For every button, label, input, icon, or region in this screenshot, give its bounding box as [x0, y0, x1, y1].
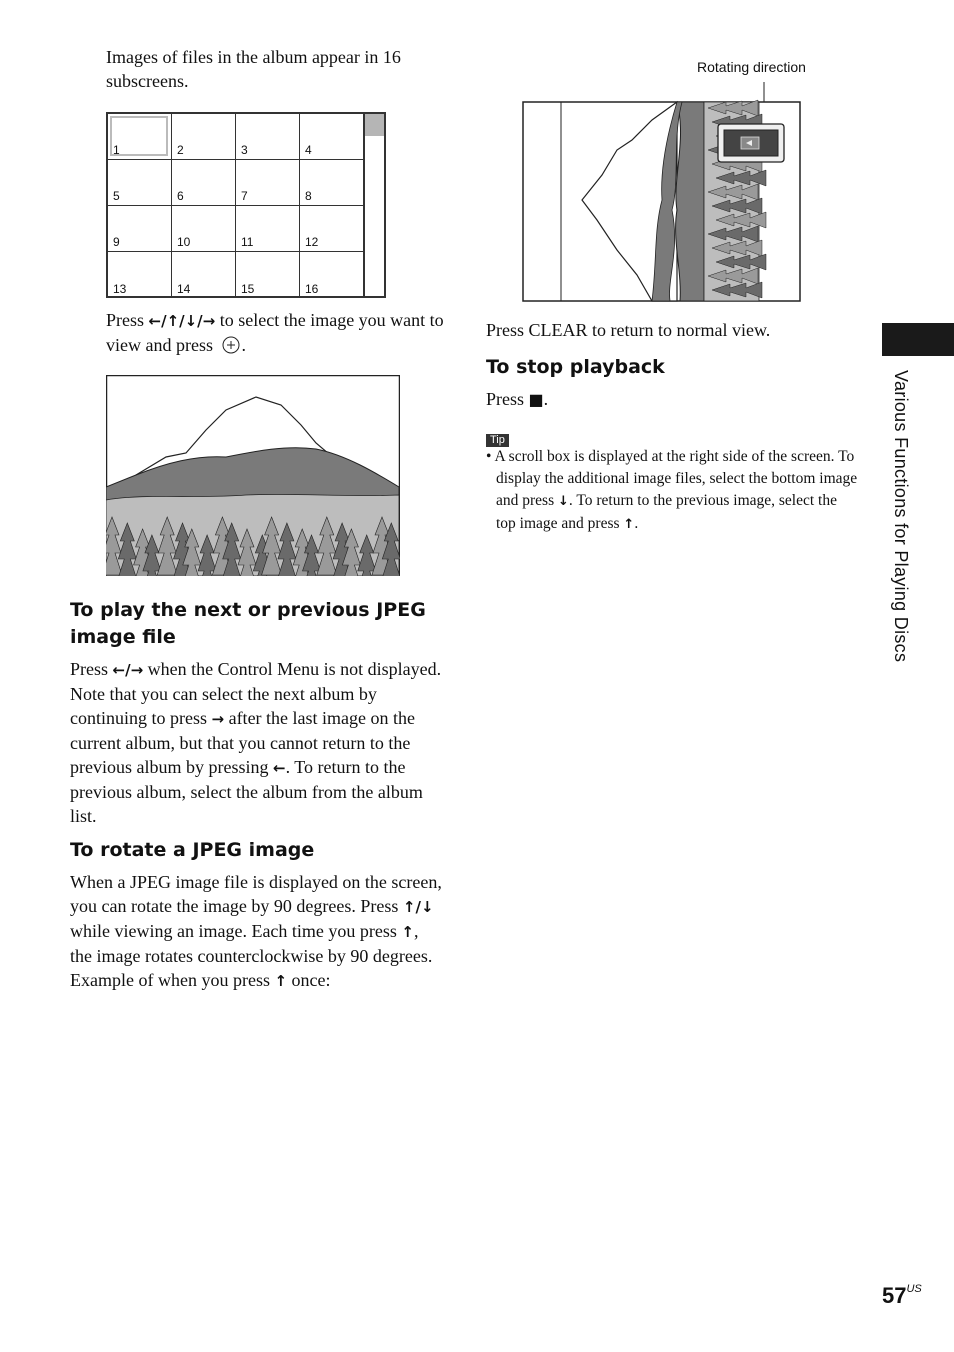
select-rest-text: to select the image you want to view and press	[106, 310, 444, 355]
subscreen-cell[interactable]	[236, 114, 300, 160]
subscreen-number: 10	[177, 235, 191, 249]
subscreen-cell[interactable]	[108, 114, 172, 160]
subscreen-cell[interactable]	[300, 206, 364, 252]
subscreen-cell[interactable]	[300, 252, 364, 298]
subscreen-number: 9	[113, 235, 120, 249]
right-arrow-icon: →	[211, 710, 225, 728]
arrow-keys-icon: ←/↑/↓/→	[148, 312, 216, 330]
subscreen-number: 5	[113, 189, 120, 203]
sidebar-tab	[882, 323, 954, 356]
np-text-3: after the last image on the current album, but that you cannot return to the previous album by pressing	[70, 708, 416, 777]
np-text-4: . To return to the previous album, select the album from the album list.	[70, 757, 423, 826]
subscreen-cell[interactable]	[300, 160, 364, 206]
subscreen-number: 7	[241, 189, 248, 203]
subscreen-number: 8	[305, 189, 312, 203]
select-end: .	[241, 335, 246, 355]
intro-text: Images of files in the album appear in 16 subscreens.	[106, 47, 401, 91]
up-arrow-icon: ↑	[274, 972, 288, 990]
stop-instruction	[486, 387, 846, 412]
next-previous-paragraph	[70, 657, 442, 828]
up-arrow-icon: ↑	[401, 923, 414, 941]
up-arrow-icon: ↑	[623, 517, 635, 532]
thumbnail-grid	[106, 112, 386, 298]
rot-text-2: while viewing an image. Each time you press	[70, 921, 397, 941]
subscreen-cell[interactable]	[108, 252, 172, 298]
subscreen-number: 11	[241, 235, 254, 249]
down-arrow-icon: ↓	[558, 494, 569, 509]
stop-square-icon: ■	[528, 390, 544, 409]
np-text-2: when the Control Menu is not displayed. Note that you can select the next album by continuing to press	[70, 659, 442, 728]
subscreen-number: 2	[177, 143, 184, 157]
page-number-value: 57	[882, 1283, 907, 1308]
np-text-1: Press	[70, 659, 109, 679]
rotated-image	[522, 80, 804, 304]
select-instruction	[106, 308, 446, 357]
tip-badge-text: Tip	[486, 434, 509, 447]
subscreen-cell[interactable]	[236, 160, 300, 206]
subscreen-cell[interactable]	[236, 206, 300, 252]
rotate-paragraph	[70, 870, 442, 993]
heading-next-previous: To play the next or previous JPEG image file	[70, 599, 426, 648]
subscreen-number: 12	[305, 235, 319, 249]
stop-end: .	[543, 389, 549, 409]
heading-stop-playback: To stop playback	[486, 356, 665, 378]
select-press-text: Press	[106, 310, 145, 330]
subscreen-cell[interactable]	[108, 160, 172, 206]
subscreen-cell[interactable]	[172, 160, 236, 206]
rot-text-4: Example of when you press	[70, 970, 270, 990]
page-number-suffix: US	[906, 1283, 922, 1295]
subscreen-cell[interactable]	[172, 206, 236, 252]
rotating-direction-label: Rotating direction	[697, 59, 806, 75]
subscreen-number: 15	[241, 282, 255, 296]
tip-text-1: • A scroll box is displayed at the right side of the screen. To display the additional image files, select the bottom image and press	[486, 448, 858, 509]
clear-instruction: Press CLEAR to return to normal view.	[486, 320, 771, 340]
landscape-image	[106, 375, 400, 576]
subscreen-number: 3	[241, 143, 248, 157]
selection-cursor	[110, 116, 168, 156]
subscreen-cell[interactable]	[108, 206, 172, 252]
subscreen-cell[interactable]	[172, 114, 236, 160]
subscreen-cell[interactable]	[300, 114, 364, 160]
left-arrow-icon: ←	[272, 759, 286, 777]
subscreen-number: 1	[113, 143, 120, 157]
subscreen-number: 4	[305, 143, 312, 157]
scroll-bar[interactable]	[364, 114, 384, 296]
rot-text-3: , the image rotates counterclockwise by 90 degrees.	[70, 921, 433, 966]
rot-text-1: When a JPEG image file is displayed on the screen, you can rotate the image by 90 degrees. Press	[70, 872, 442, 916]
subscreen-number: 13	[113, 282, 127, 296]
tip-text-3: .	[634, 515, 639, 532]
rot-text-5: once:	[291, 970, 331, 990]
left-right-arrow-icon: ←/→	[112, 661, 144, 679]
page-number	[882, 1283, 922, 1309]
subscreen-cell[interactable]	[236, 252, 300, 298]
tip-text-2: . To return to the previous image, select the top image and press	[496, 492, 837, 532]
subscreen-number: 6	[177, 189, 184, 203]
subscreen-cell[interactable]	[172, 252, 236, 298]
enter-button-icon	[221, 335, 241, 355]
subscreen-number: 14	[177, 282, 191, 296]
stop-press-text: Press	[486, 389, 525, 409]
subscreen-number: 16	[305, 282, 319, 296]
sidebar-section-label: Various Functions for Playing Discs	[891, 370, 911, 663]
tip-text	[486, 446, 860, 536]
scroll-box[interactable]	[365, 114, 384, 136]
heading-rotate: To rotate a JPEG image	[70, 839, 315, 861]
up-down-arrow-icon: ↑/↓	[402, 898, 434, 916]
